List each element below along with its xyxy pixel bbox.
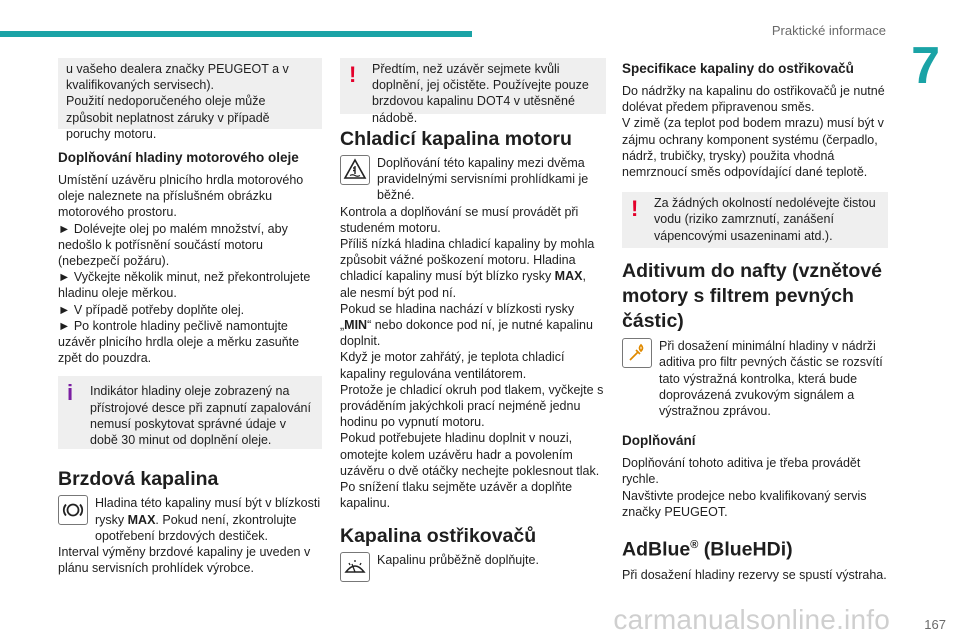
coolant-p1: Doplňování této kapaliny mezi dvěma pravidelnými servisními prohlídkami je běžné. xyxy=(377,156,589,203)
brake-text xyxy=(58,495,322,544)
coolant-p5: Když je motor zahřátý, je teplota chladicí kapaliny regulována ventilátorem. xyxy=(340,350,565,381)
warning-icon: ! xyxy=(349,62,357,87)
spec-p2: V zimě (za teplot pod bodem mrazu) musí být v zájmu ochrany komponent systému (čerpadlo, nádrž, trubičky, trysky) použita vhodná nemrznoucí směs odpovídající dané teplotě. xyxy=(622,116,884,180)
coolant-p3 xyxy=(340,236,606,301)
column-right xyxy=(622,58,888,583)
coolant-p2: Kontrola a doplňování se musí provádět při studeném motoru. xyxy=(340,204,579,235)
coolant-p4-post: “ nebo dokonce pod ní, je nutné kapalinu doplnit. xyxy=(340,318,593,349)
oil-warning-continuation-box xyxy=(58,58,322,141)
brake-max: MAX xyxy=(127,512,156,527)
adblue-registered: ® xyxy=(690,539,699,552)
additive-text: Při dosažení minimální hladiny v nádrži aditiva pro filtr pevných částic se rozsvítí tato výstražná kontrolka, která bude doprovázená zvukovým signálem a výstražnou zprávou. xyxy=(659,339,883,419)
watermark: carmanualsonline.info xyxy=(613,604,890,635)
warning-icon: ! xyxy=(631,196,639,222)
coolant-p3-pre: Příliš nízká hladina chladicí kapaliny by mohla způsobit vážné poškození motoru. Hladina chladicí kapaliny musí být blízko rysky xyxy=(340,237,595,284)
adblue-suffix: (BlueHDi) xyxy=(698,538,793,561)
coolant-heading: Chladicí kapalina motoru xyxy=(340,128,572,150)
coolant-p3-post: , ale nesmí být pod ní. xyxy=(340,269,586,300)
oil-heading: Doplňování hladiny motorového oleje xyxy=(58,150,299,165)
oil-step: ► Po kontrole hladiny pečlivě namontujte uzávěr plnicího hrdla oleje a měrku zasuňte zpět do pouzdra. xyxy=(58,318,300,366)
fuel-additive-icon xyxy=(622,338,652,368)
coolant-p6: Protože je chladicí okruh pod tlakem, vyčkejte s prováděním jakýchkoli prací nejméně jednu hodinu po vypnutí motoru. xyxy=(340,382,604,430)
brake-text-post: . Pokud není, zkontrolujte opotřebení brzdových destiček. xyxy=(95,512,297,543)
coolant-p4-pre: Pokud se hladina nachází v blízkosti rysky „ xyxy=(340,301,575,333)
box-text-line1: u vašeho dealera značky PEUGEOT a v kvalifikovaných servisech). xyxy=(66,62,289,93)
additive-heading: Aditivum do nafty (vznětové motory s filtrem pevných částic) xyxy=(622,260,883,333)
brake-text-pre: Hladina této kapaliny musí být v blízkosti rysky xyxy=(95,496,321,527)
section-title: Praktické informace xyxy=(771,23,886,38)
washer-row xyxy=(340,552,606,584)
coolant-row xyxy=(340,155,606,204)
oil-info-box xyxy=(58,376,322,449)
refill-heading: Doplňování xyxy=(622,433,696,449)
brake-text2: Interval výměny brzdové kapaliny je uveden v plánu servisních prohlídek výrobce. xyxy=(58,545,311,576)
spec-p1: Do nádržky na kapalinu do ostřikovačů je nutné dolévat předem připravenou směs. xyxy=(622,84,885,115)
refill-p1: Doplňování tohoto aditiva je třeba provádět rychle. xyxy=(622,456,861,487)
brake-row xyxy=(58,495,322,544)
column-left xyxy=(58,58,322,576)
oil-step: ► Vyčkejte několik minut, než překontrolujete hladinu oleje měrkou. xyxy=(58,270,311,301)
brake-fluid-icon xyxy=(58,495,88,525)
adblue-heading xyxy=(622,533,888,562)
box-text-line2: Použití nedoporučeného oleje může způsobit neplatnost záruky v případě poruchy motoru. xyxy=(66,94,270,141)
info-icon: i xyxy=(67,380,74,406)
oil-step: ► Dolévejte olej po malém množství, aby nedošlo k potřísnění součástí motoru (nebezpečí požáru). xyxy=(58,221,288,269)
adblue-name: AdBlue xyxy=(622,538,691,561)
brake-heading: Brzdová kapalina xyxy=(58,468,219,491)
brake-warning-box xyxy=(340,58,606,125)
chapter-number: 7 xyxy=(911,37,940,95)
page-number: 167 xyxy=(924,617,946,632)
warning-box-text: Za žádných okolností nedolévejte čistou vodu (riziko zamrznutí, zanášení vápencovými usazeninami atd.). xyxy=(654,196,876,243)
coolant-p4 xyxy=(340,301,606,350)
adblue-text: Při dosažení hladiny rezervy se spustí výstraha. xyxy=(622,567,887,582)
coolant-p7: Pokud potřebujete hladinu doplnit v nouzi, omotejte kolem uzávěru hadr a povolením uzávěru o dvě otáčky nechejte poklesnout tlak. Po snížení tlaku sejměte uzávěr a doplňte kapalinu. xyxy=(340,431,600,511)
warning-box-text: Předtím, než uzávěr sejmete kvůli doplnění, jej očistěte. Používejte pouze brzdovou kapalinu DOT4 v utěsněné nádobě. xyxy=(372,62,589,125)
top-accent-bar xyxy=(0,31,472,37)
refill-p2: Navštivte prodejce nebo kvalifikovaný servis značky PEUGEOT. xyxy=(622,488,867,519)
oil-intro: Umístění uzávěru plnicího hrdla motorového oleje naleznete na příslušném obrázku motorového prostoru. xyxy=(58,173,304,220)
washer-fluid-icon xyxy=(340,552,370,582)
coolant-min: MIN xyxy=(344,318,368,333)
coolant-max: MAX xyxy=(554,269,583,284)
water-warning-box xyxy=(622,192,888,248)
info-box-text: Indikátor hladiny oleje zobrazený na přístrojové desce při zapnutí zapalování nemusí poskytovat správné údaje v době 30 minut od doplnění oleje. xyxy=(90,384,311,448)
oil-step: ► V případě potřeby doplňte olej. xyxy=(58,302,245,317)
additive-row xyxy=(622,338,888,419)
column-middle xyxy=(340,58,606,584)
washer-heading: Kapalina ostřikovačů xyxy=(340,525,537,548)
washer-text: Kapalinu průběžně doplňujte. xyxy=(377,553,539,568)
coolant-level-icon xyxy=(340,155,370,185)
spec-heading: Specifikace kapaliny do ostřikovačů xyxy=(622,61,854,76)
